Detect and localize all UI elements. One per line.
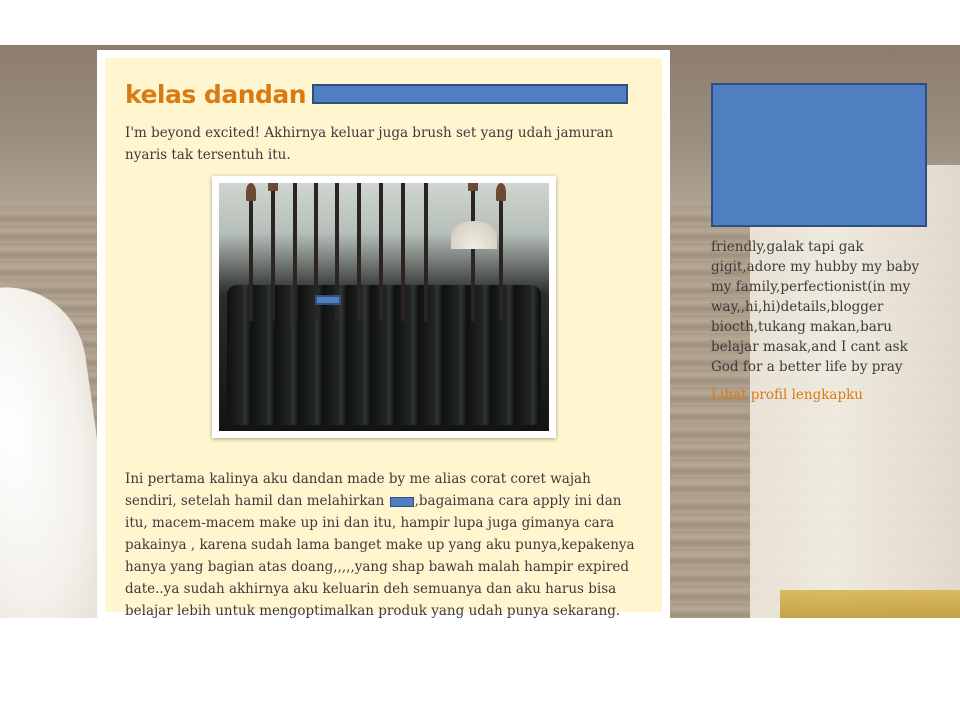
post-body-part-1: Ini pertama kalinya aku dandan made by me alias corat coret wajah sendiri, setelah hamil dan melahirkan — [125, 471, 591, 509]
post-intro: I'm beyond excited! Akhirnya keluar juga brush set yang udah jamuran nyaris tak tersentuh itu. — [125, 125, 614, 163]
profile-link[interactable]: Lihat profil lengkapku — [711, 387, 863, 403]
brush-shape — [424, 183, 428, 321]
brush-shape — [499, 201, 503, 321]
post-body-part-2: ,bagaimana cara apply ini dan itu, macem-macem make up ini dan itu, hampir lupa juga gimanya cara pakainya , karena sudah lama banget make up yang aku punya,kepakenya hanya yang bagian atas doang,,,,,yang shap bawah malah hampir expired date..ya sudah akhirnya aku keluarin deh semuanya dan aku harus bisa belajar lebih untuk mengoptimalkan produk yang udah punya sekarang. — [125, 493, 635, 618]
brush-shape — [293, 183, 297, 321]
post-title[interactable] — [125, 76, 642, 112]
brush-set-image[interactable] — [219, 183, 549, 431]
post-content — [105, 58, 662, 618]
fan-brush-shape — [451, 221, 497, 249]
brush-shape — [379, 183, 383, 321]
blog-page — [0, 45, 960, 618]
brush-shape — [357, 183, 361, 321]
inline-redaction — [390, 497, 414, 507]
profile-description: friendly,galak tapi gak gigit,adore my hubby my baby my family,perfectionist(in my way,,hi,hi)details,blogger biocth,tukang makan,baru belajar masak,and I cant ask God for a better life by pray — [711, 239, 920, 375]
brush-shape — [471, 191, 475, 321]
brush-shape — [401, 183, 405, 321]
title-redaction — [312, 84, 628, 104]
photo-redaction — [315, 295, 341, 305]
post-photo[interactable] — [212, 176, 556, 438]
post-body — [125, 468, 642, 618]
background-lamp — [780, 590, 960, 618]
brush-shape — [271, 191, 275, 321]
sidebar-profile — [711, 83, 931, 403]
profile-redaction — [711, 83, 927, 227]
brush-shape — [249, 201, 253, 321]
post-title-text[interactable]: kelas dandan — [125, 79, 307, 109]
blog-post — [97, 50, 670, 618]
